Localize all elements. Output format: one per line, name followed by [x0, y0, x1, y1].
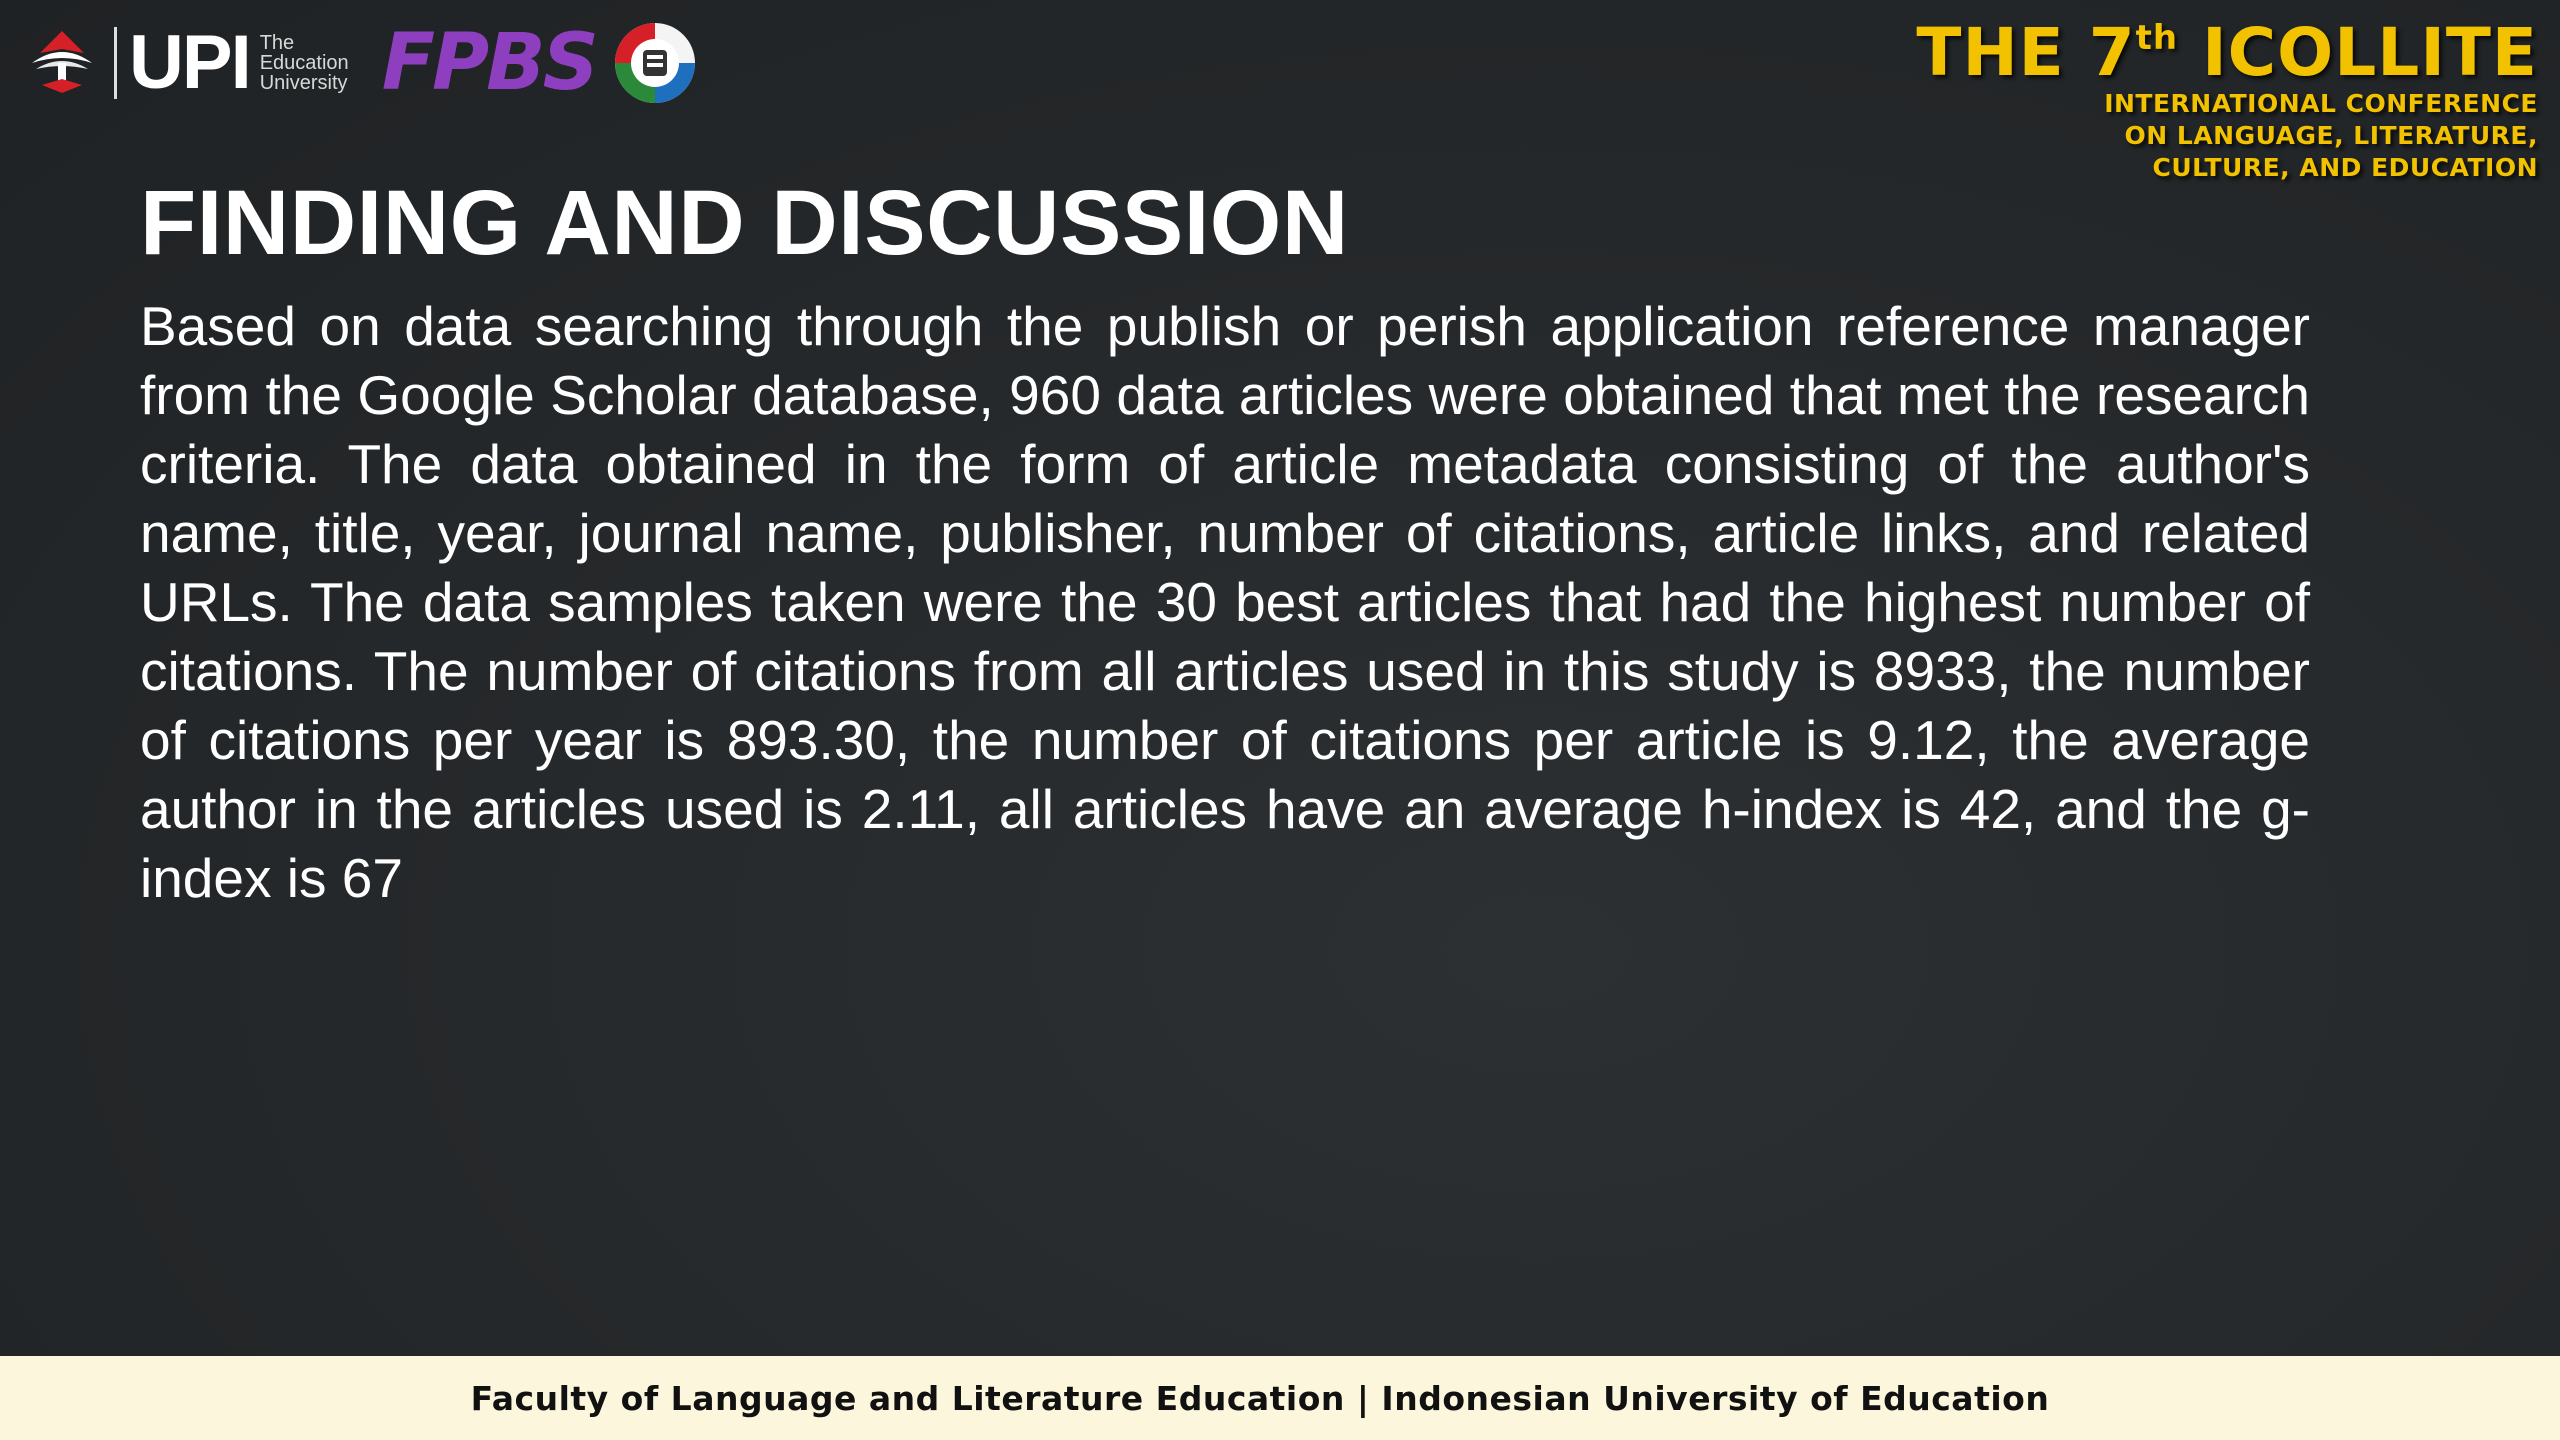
conference-subtitle-line: CULTURE, AND EDUCATION: [2152, 153, 2538, 182]
upi-wordmark: UPI: [129, 20, 250, 105]
conference-title-suffix: ICOLLITE: [2178, 14, 2538, 91]
upi-emblem-icon: [22, 23, 102, 103]
conference-subtitle-line: ON LANGUAGE, LITERATURE,: [2124, 121, 2538, 150]
page-title: FINDING AND DISCUSSION: [140, 172, 1349, 274]
upi-subtitle-line: University: [259, 72, 348, 94]
faculty-seal-icon: [612, 20, 698, 106]
conference-badge: [1916, 14, 2538, 184]
fpbs-wordmark: FPBS: [381, 18, 596, 108]
upi-subtitle-line: Education: [259, 52, 349, 74]
upi-subtitle-line: The: [259, 32, 295, 54]
footer-bar: [0, 1356, 2560, 1440]
upi-subtitle: [260, 33, 360, 93]
logo-divider: [114, 27, 117, 99]
body-paragraph: Based on data searching through the publish or perish application reference manager from the Google Scholar database, 960 data articles were obtained that met the research criteria. The data obtained in the form of article metadata consisting of the author's name, title, year, journal name, publisher, number of citations, article links, and related URLs. The data samples taken were the 30 best articles that had the highest number of citations. The number of citations from all articles used in this study is 8933, the number of citations per year is 893.30, the number of citations per article is 9.12, the average author in the articles used is 2.11, all articles have an average h-index is 42, and the g-index is 67: [140, 295, 2310, 909]
conference-title-superscript: th: [2135, 18, 2179, 58]
conference-title-prefix: THE 7: [1916, 14, 2136, 91]
footer-text: Faculty of Language and Literature Education | Indonesian University of Education: [470, 1378, 2050, 1418]
conference-title: [1916, 14, 2538, 91]
logo-strip: [22, 18, 698, 108]
conference-subtitle-line: INTERNATIONAL CONFERENCE: [2104, 89, 2538, 118]
